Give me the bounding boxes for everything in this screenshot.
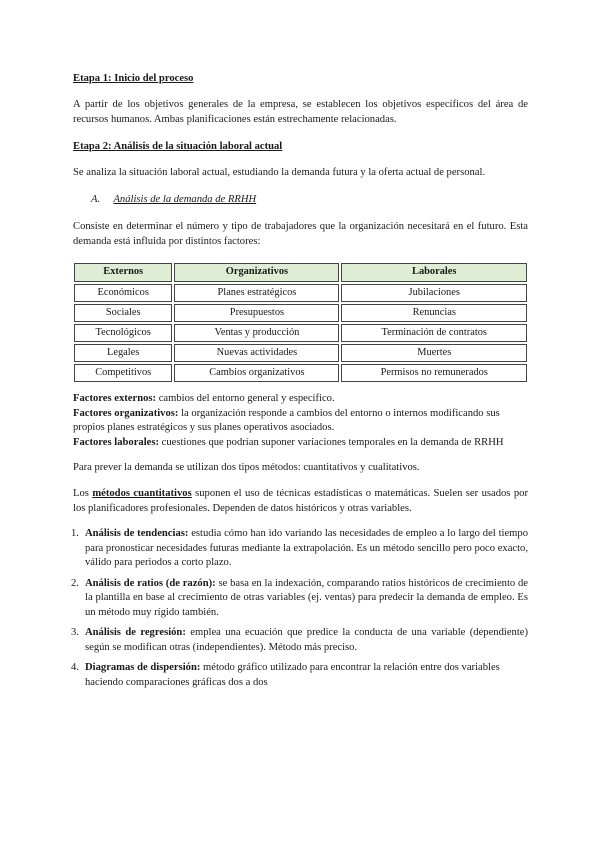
list-item: 2. Análisis de ratios (de razón): se basa en la indexación, comparando ratios históricos de crecimiento de la plantilla en base al crecimiento de otras variables (ej. ventas) para predecir la demanda de empleo. Es un método muy rígido también. xyxy=(71,577,528,618)
table-cell: Cambios organizativos xyxy=(174,364,339,382)
table-header-cell: Organizativos xyxy=(174,263,339,282)
table-row xyxy=(74,304,527,322)
table-cell: Económicos xyxy=(74,284,172,302)
list-item: 4. Diagramas de dispersión: método gráfico utilizado para encontrar la relación entre dos variables haciendo comparaciones gráficas dos a dos xyxy=(71,662,500,688)
table-cell: Tecnológicos xyxy=(74,324,172,342)
table-cell: Permisos no remunerados xyxy=(341,364,527,382)
table-row xyxy=(74,344,527,362)
table-cell: Terminación de contratos xyxy=(341,324,527,342)
etapa1-heading: Etapa 1: Inicio del proceso xyxy=(73,73,194,84)
factors-definitions xyxy=(73,392,528,450)
factor-labor: Factores laborales: cuestiones que podrían suponer variaciones temporales en la demanda de RRHH xyxy=(73,436,504,448)
subsection-title: Análisis de la demanda de RRHH xyxy=(113,194,257,205)
table-cell: Sociales xyxy=(74,304,172,322)
table-row xyxy=(74,284,527,302)
table-cell: Jubilaciones xyxy=(341,284,527,302)
methods-intro: Para prever la demanda se utilizan dos tipos métodos: cuantitativos y cualitativos. xyxy=(73,462,420,473)
table-cell: Presupuestos xyxy=(174,304,339,322)
methods-list-wrap xyxy=(71,527,528,696)
quantitative-paragraph: Los métodos cuantitativos suponen el uso de técnicas estadísticas o matemáticas. Suelen ser usados por los planificadores profesionales. Dependen de datos históricos y otras variables. xyxy=(73,488,528,514)
table-cell: Renuncias xyxy=(341,304,527,322)
etapa2-heading: Etapa 2: Análisis de la situación laboral actual xyxy=(73,141,283,152)
table-cell: Ventas y producción xyxy=(174,324,339,342)
table-header-cell: Externos xyxy=(74,263,172,282)
intro-paragraph: Consiste en determinar el número y tipo de trabajadores que la organización necesitará en el futuro. Esta demanda está influida por distintos factores: xyxy=(73,221,528,247)
list-item: 1. Análisis de tendencias: estudia cómo han ido variando las necesidades de empleo a lo largo del tiempo para pronosticar necesidades futuras mediante la extrapolación. Es un método sencillo pero poco exacto, válido para periodos a corto plazo. xyxy=(71,528,528,568)
table-row xyxy=(74,364,527,382)
table-row xyxy=(74,324,527,342)
methods-list xyxy=(71,527,528,690)
table-cell: Competitivos xyxy=(74,364,172,382)
table-cell: Nuevas actividades xyxy=(174,344,339,362)
etapa1-paragraph: A partir de los objetivos generales de la empresa, se establecen los objetivos específicos del área de recursos humanos. Ambas planificaciones están estrechamente relacionadas. xyxy=(73,99,528,125)
subsection-heading xyxy=(91,193,528,208)
factors-table-wrap xyxy=(73,261,528,384)
etapa2-paragraph: Se analiza la situación laboral actual, estudiando la demanda futura y la oferta actual de personal. xyxy=(73,167,486,178)
table-cell: Legales xyxy=(74,344,172,362)
table-cell: Planes estratégicos xyxy=(174,284,339,302)
list-item: 3. Análisis de regresión: emplea una ecuación que predice la conducta de una variable (dependiente) según se modifican otras (independientes). Método más preciso. xyxy=(71,627,528,653)
factor-organizational: Factores organizativos: la organización responde a cambios del entorno o internos modificando sus propios planes estratégicos y sus planes operativos asociados. xyxy=(73,407,500,433)
factors-table xyxy=(72,261,529,384)
table-header-row xyxy=(74,263,527,282)
factor-external: Factores externos: cambios del entorno general y específico. xyxy=(73,393,335,404)
table-cell: Muertes xyxy=(341,344,527,362)
table-header-cell: Laborales xyxy=(341,263,527,282)
subsection-marker: A. xyxy=(91,194,101,205)
